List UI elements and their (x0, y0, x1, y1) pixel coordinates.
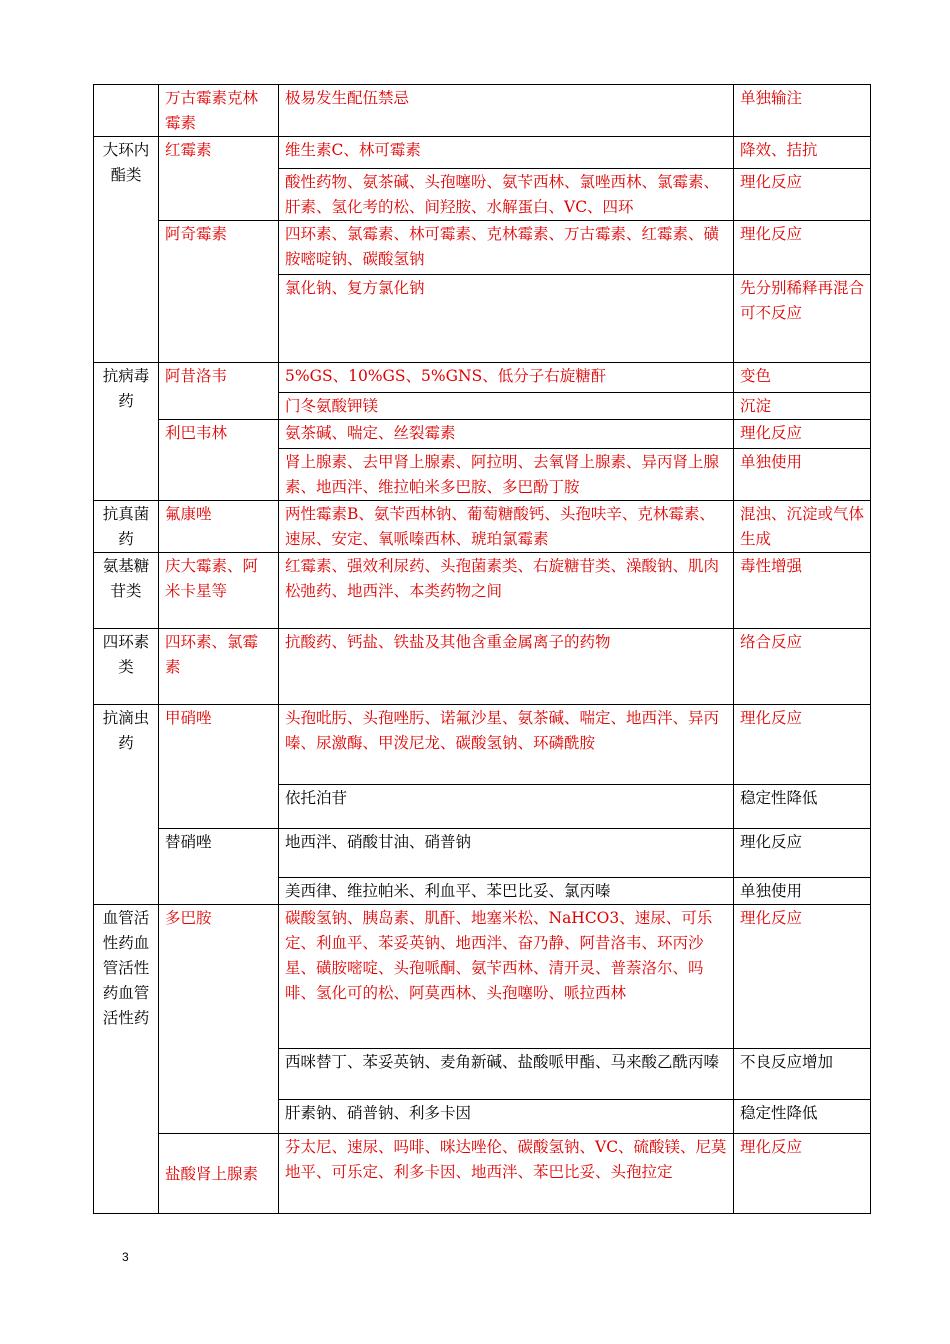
incompatible-drugs-cell: 头孢吡肟、头孢唑肟、诺氟沙星、氨茶碱、喘定、地西泮、异丙嗪、尿激酶、甲泼尼龙、碳酸氢钠、环磷酰胺 (279, 705, 734, 785)
incompatible-drugs-cell: 肾上腺素、去甲肾上腺素、阿拉明、去氧肾上腺素、异丙肾上腺素、地西泮、维拉帕米多巴胺、多巴酚丁胺 (279, 449, 734, 501)
result-cell: 先分别稀释再混合可不反应 (734, 275, 871, 363)
incompatibility-table (93, 84, 871, 1214)
table-row (94, 705, 871, 785)
drug-cell: 阿昔洛韦 (159, 363, 279, 420)
result-cell: 单独使用 (734, 449, 871, 501)
incompatible-drugs-cell: 抗酸药、钙盐、铁盐及其他含重金属离子的药物 (279, 629, 734, 705)
incompatible-drugs-cell: 肝素钠、硝普钠、利多卡因 (279, 1100, 734, 1134)
incompatible-drugs-cell: 氨茶碱、喘定、丝裂霉素 (279, 420, 734, 449)
incompatible-drugs-cell: 西咪替丁、苯妥英钠、麦角新碱、盐酸哌甲酯、马来酸乙酰丙嗪 (279, 1049, 734, 1100)
table-row (94, 363, 871, 393)
result-cell: 理化反应 (734, 221, 871, 275)
drug-cell: 庆大霉素、阿米卡星等 (159, 553, 279, 629)
incompatible-drugs-cell: 酸性药物、氨茶碱、头孢噻吩、氨苄西林、氯唑西林、氯霉素、肝素、氢化考的松、间羟胺、水解蛋白、VC、四环 (279, 169, 734, 221)
drug-cell: 四环素、氯霉素 (159, 629, 279, 705)
incompatible-drugs-cell: 红霉素、强效利尿药、头孢菌素类、右旋糖苷类、澡酸钠、肌肉松弛药、地西泮、本类药物之间 (279, 553, 734, 629)
category-cell (94, 85, 159, 137)
incompatible-drugs-cell: 地西泮、硝酸甘油、硝普钠 (279, 829, 734, 878)
incompatible-drugs-cell: 碳酸氢钠、胰岛素、肌酐、地塞米松、NaHCO3、速尿、可乐定、利血平、苯妥英钠、地西泮、奋乃静、阿昔洛韦、环丙沙星、磺胺嘧啶、头孢哌酮、氨苄西林、清开灵、普萘洛尔、吗啡、氢化可的松、阿莫西林、头孢噻吩、哌拉西林 (279, 905, 734, 1049)
drug-cell: 盐酸肾上腺素 (159, 1134, 279, 1214)
category-cell: 抗病毒药 (94, 363, 159, 501)
result-cell: 络合反应 (734, 629, 871, 705)
result-cell: 理化反应 (734, 169, 871, 221)
result-cell: 变色 (734, 363, 871, 393)
incompatible-drugs-cell: 四环素、氯霉素、林可霉素、克林霉素、万古霉素、红霉素、磺胺嘧啶钠、碳酸氢钠 (279, 221, 734, 275)
table-row (94, 553, 871, 629)
result-cell: 单独使用 (734, 878, 871, 905)
category-cell: 四环素类 (94, 629, 159, 705)
table-row (94, 420, 871, 449)
drug-cell: 多巴胺 (159, 905, 279, 1134)
incompatible-drugs-cell: 芬太尼、速尿、吗啡、咪达唑伦、碳酸氢钠、VC、硫酸镁、尼莫地平、可乐定、利多卡因、地西泮、苯巴比妥、头孢拉定 (279, 1134, 734, 1214)
table-row (94, 905, 871, 1049)
result-cell: 毒性增强 (734, 553, 871, 629)
category-cell: 氨基糖苷类 (94, 553, 159, 629)
result-cell: 理化反应 (734, 420, 871, 449)
category-cell: 血管活性药血管活性药血管活性药 (94, 905, 159, 1214)
result-cell: 不良反应增加 (734, 1049, 871, 1100)
incompatible-drugs-cell: 5%GS、10%GS、5%GNS、低分子右旋糖酐 (279, 363, 734, 393)
drug-cell: 利巴韦林 (159, 420, 279, 501)
category-cell: 抗滴虫药 (94, 705, 159, 905)
table-row (94, 829, 871, 878)
result-cell: 稳定性降低 (734, 1100, 871, 1134)
incompatible-drugs-cell: 美西律、维拉帕米、利血平、苯巴比妥、氯丙嗪 (279, 878, 734, 905)
incompatible-drugs-cell: 两性霉素B、氨苄西林钠、葡萄糖酸钙、头孢呋辛、克林霉素、速尿、安定、氧哌嗪西林、琥珀氯霉素 (279, 501, 734, 553)
result-cell: 理化反应 (734, 905, 871, 1049)
drug-cell: 氟康唑 (159, 501, 279, 553)
table-row (94, 501, 871, 553)
table-row (94, 629, 871, 705)
table-row (94, 221, 871, 275)
incompatible-drugs-cell: 极易发生配伍禁忌 (279, 85, 734, 137)
result-cell: 单独输注 (734, 85, 871, 137)
result-cell: 降效、拮抗 (734, 137, 871, 169)
drug-cell: 万古霉素克林霉素 (159, 85, 279, 137)
table-row (94, 85, 871, 137)
drug-cell: 阿奇霉素 (159, 221, 279, 363)
drug-cell: 替硝唑 (159, 829, 279, 905)
result-cell: 理化反应 (734, 705, 871, 785)
drug-cell: 甲硝唑 (159, 705, 279, 829)
result-cell: 沉淀 (734, 393, 871, 420)
result-cell: 理化反应 (734, 1134, 871, 1214)
incompatible-drugs-cell: 门冬氨酸钾镁 (279, 393, 734, 420)
result-cell: 稳定性降低 (734, 785, 871, 829)
category-cell: 大环内酯类 (94, 137, 159, 363)
incompatible-drugs-cell: 维生素C、林可霉素 (279, 137, 734, 169)
category-cell: 抗真菌药 (94, 501, 159, 553)
table-row (94, 137, 871, 169)
incompatible-drugs-cell: 氯化钠、复方氯化钠 (279, 275, 734, 363)
table-row (94, 1134, 871, 1214)
result-cell: 混浊、沉淀或气体生成 (734, 501, 871, 553)
incompatible-drugs-cell: 依托泊苷 (279, 785, 734, 829)
page-number: 3 (122, 1250, 129, 1264)
drug-cell: 红霉素 (159, 137, 279, 221)
result-cell: 理化反应 (734, 829, 871, 878)
